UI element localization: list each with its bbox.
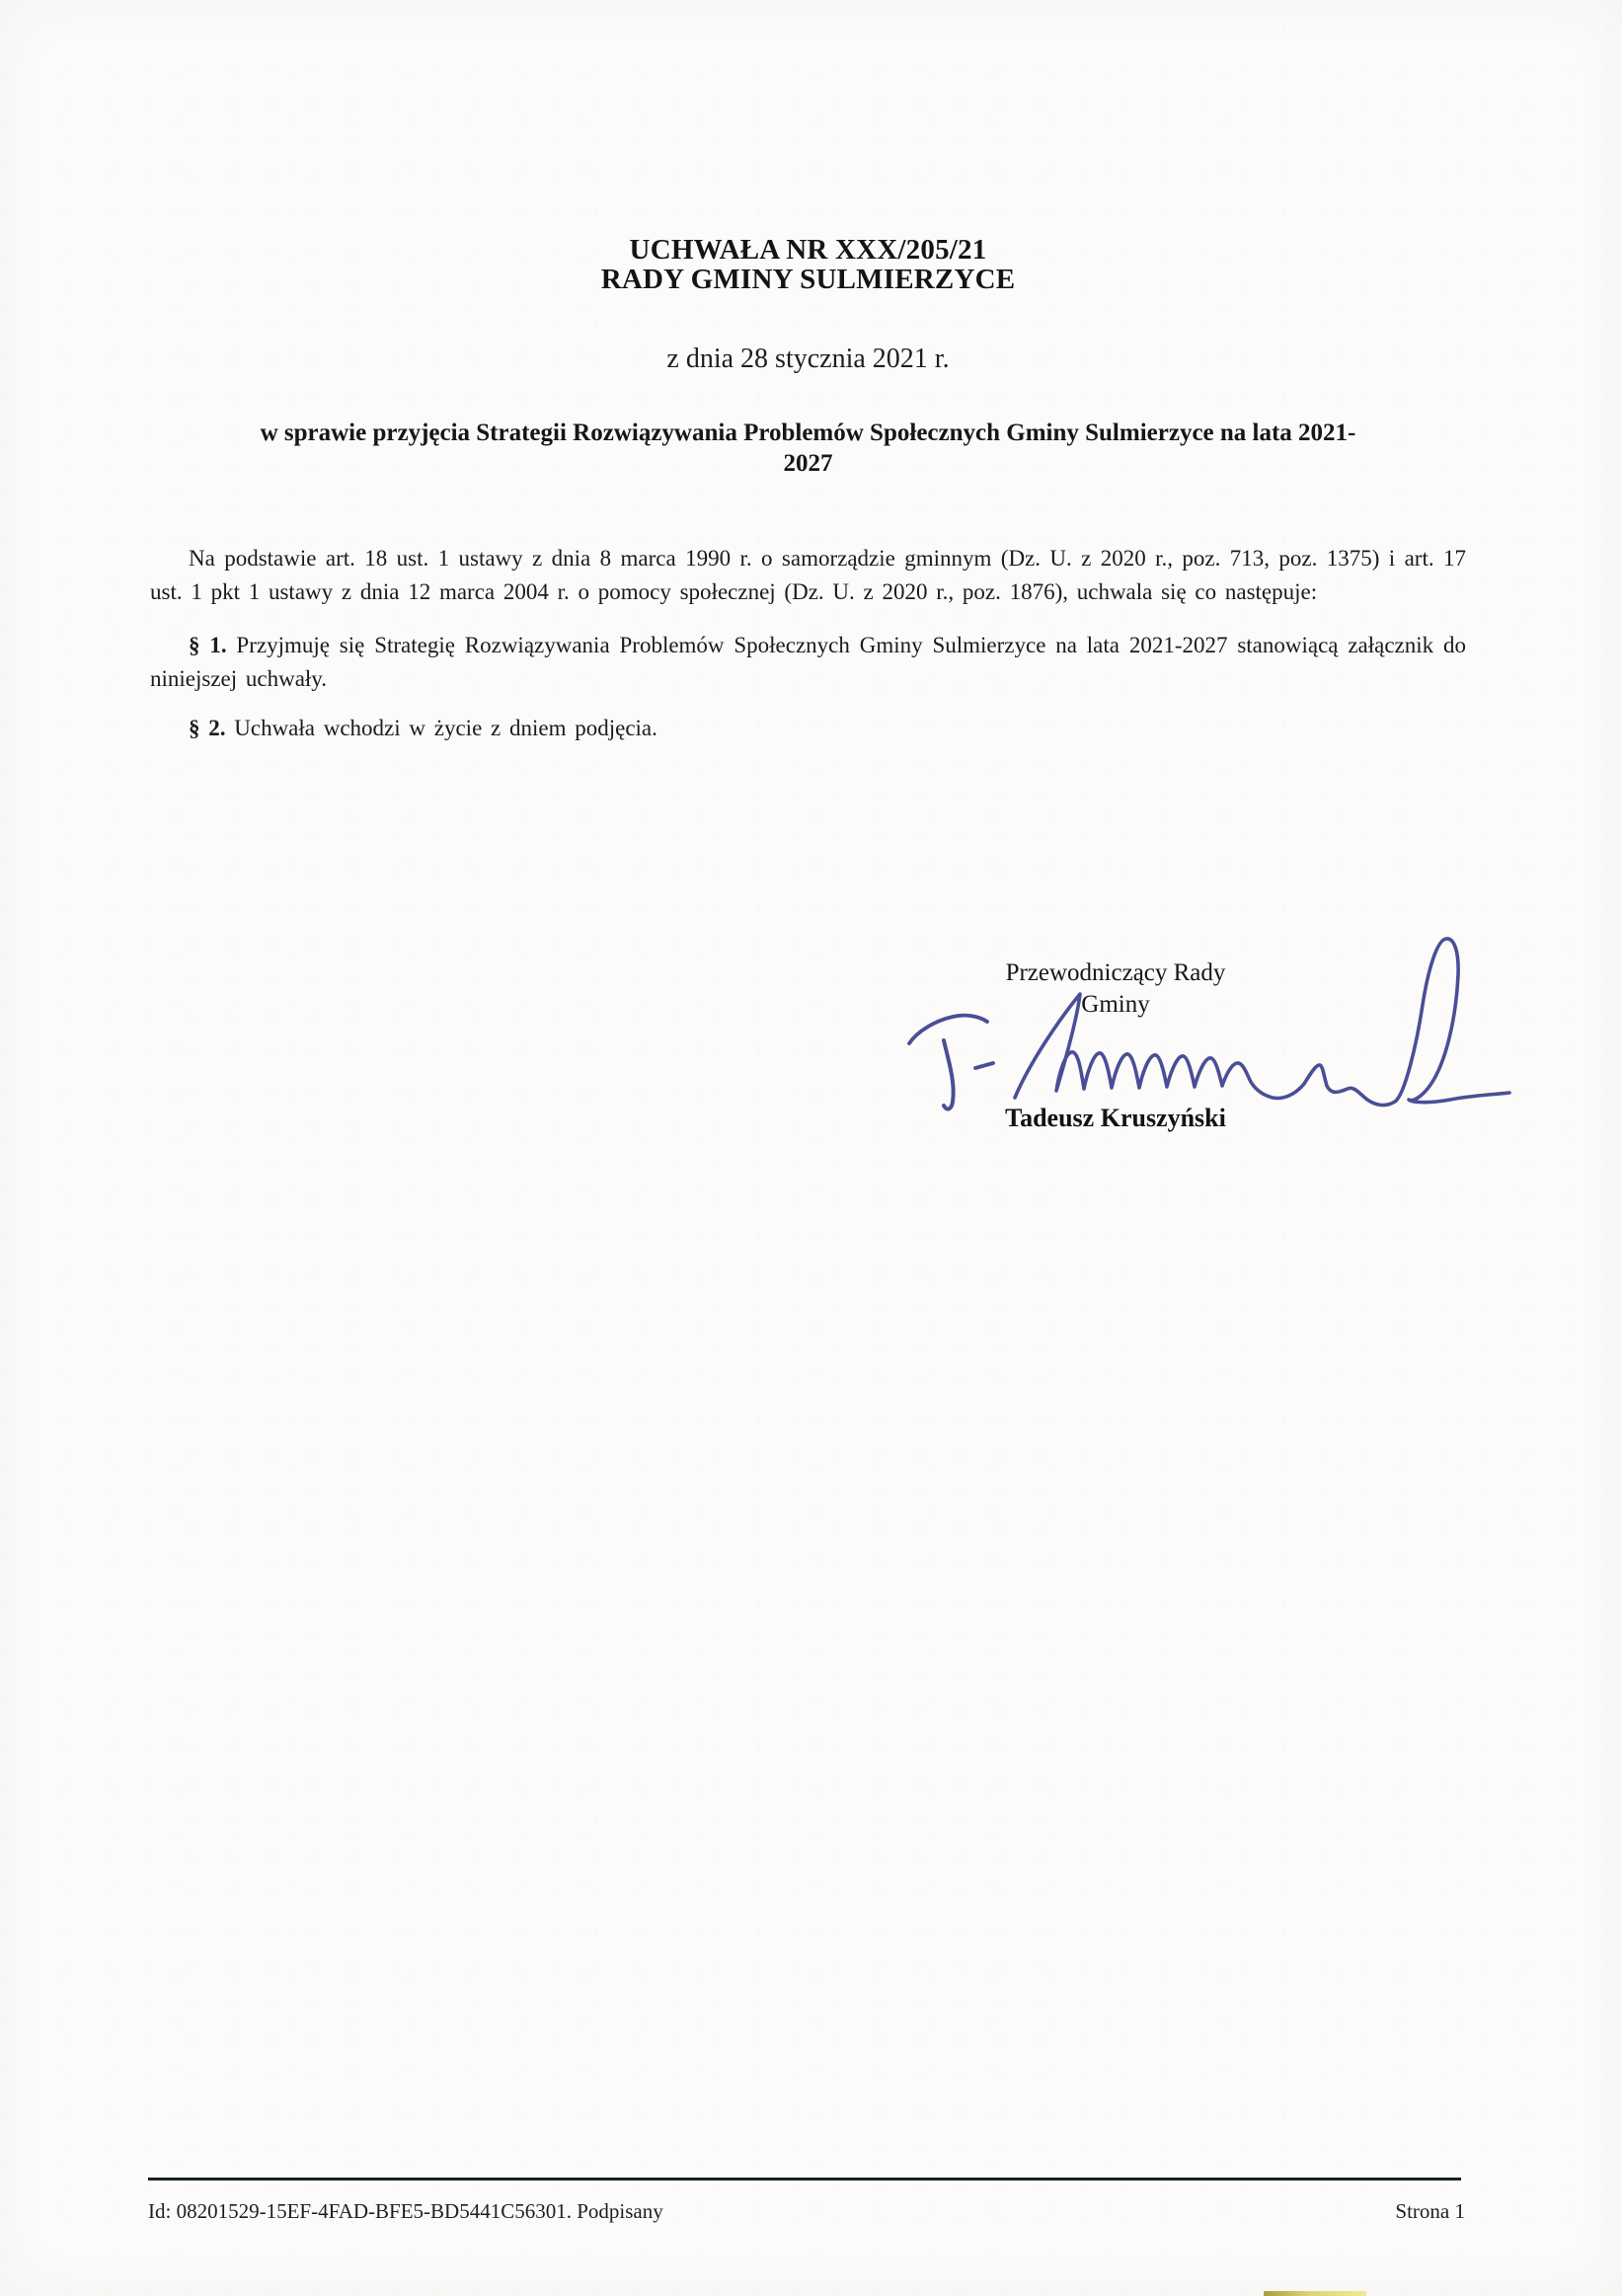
- footer-divider: [148, 2178, 1461, 2181]
- section-2-paragraph: [150, 712, 1466, 745]
- signer-role-line-2: Gminy: [1081, 991, 1150, 1018]
- resolution-subject: [150, 418, 1466, 479]
- section-2-text: Uchwała wchodzi w życie z dniem podjęcia.: [225, 716, 657, 740]
- section-1-label: § 1.: [189, 633, 227, 657]
- subject-line-1: w sprawie przyjęcia Strategii Rozwiązywania Problemów Społecznych Gminy Sulmierzyce na lata 2021-: [260, 420, 1356, 446]
- signer-role: [903, 957, 1328, 1021]
- section-1-paragraph: [150, 629, 1466, 696]
- section-1-text: Przyjmuję się Strategię Rozwiązywania Problemów Społecznych Gminy Sulmierzyce na lata 2021-2027 stanowiącą załącznik do niniejszej uchwały.: [150, 633, 1466, 691]
- issuing-body: RADY GMINY SULMIERZYCE: [600, 264, 1016, 295]
- subject-line-2: 2027: [783, 450, 833, 477]
- document-id: Id: 08201529-15EF-4FAD-BFE5-BD5441C56301. Podpisany: [148, 2199, 663, 2223]
- resolution-number: UCHWAŁA NR XXX/205/21: [629, 234, 987, 266]
- footer-text-row: [148, 2198, 1465, 2224]
- document-header: [150, 235, 1466, 479]
- signature-block: [903, 957, 1328, 1133]
- scan-edge-yellow-artifact: [1264, 2291, 1366, 2296]
- section-2-label: § 2.: [189, 716, 226, 740]
- page-number: Strona 1: [1395, 2199, 1465, 2223]
- resolution-title: [150, 235, 1466, 294]
- document-body: [150, 542, 1466, 745]
- signer-name: Tadeusz Kruszyński: [1005, 1104, 1226, 1132]
- resolution-date: z dnia 28 stycznia 2021 r.: [666, 344, 950, 374]
- signer-role-line-1: Przewodniczący Rady: [1005, 959, 1226, 986]
- legal-basis-paragraph: Na podstawie art. 18 ust. 1 ustawy z dnia 8 marca 1990 r. o samorządzie gminnym (Dz. U. z 2020 r., poz. 713, poz. 1375) i art. 17 ust. 1 pkt 1 ustawy z dnia 12 marca 2004 r. o pomocy społecznej (Dz. U. z 2020 r., poz. 1876), uchwala się co następuje:: [150, 546, 1466, 604]
